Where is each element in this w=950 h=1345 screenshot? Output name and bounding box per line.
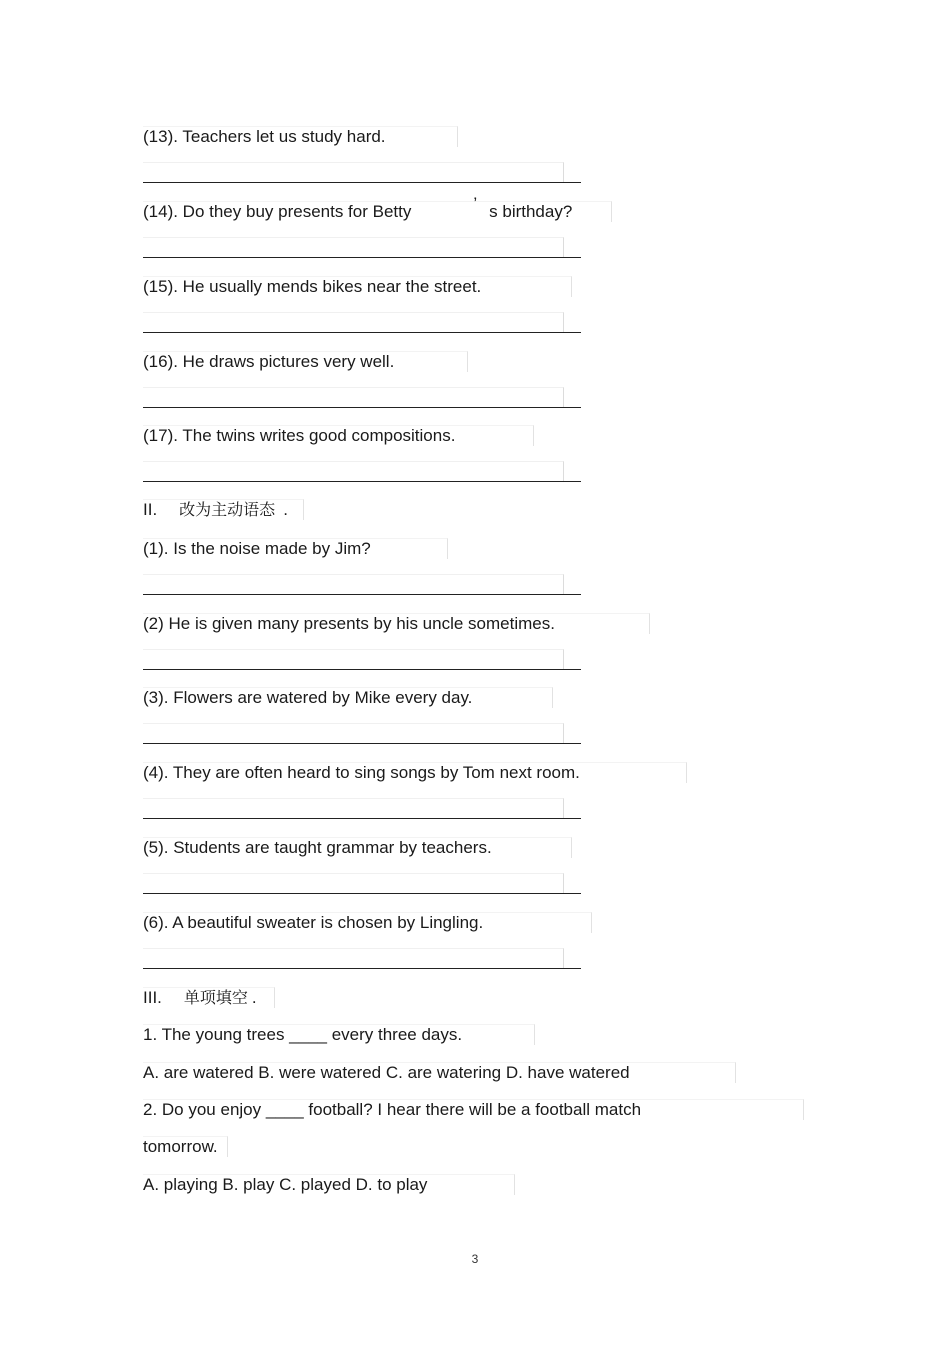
question-2-options: A. playing B. play C. played D. to play — [143, 1174, 515, 1195]
section-two-dot: . — [283, 500, 288, 519]
answer-line-15[interactable] — [143, 312, 581, 333]
section-two-item-3: (3). Flowers are watered by Mike every day. — [143, 687, 553, 708]
exercise-item-17: (17). The twins writes good compositions. — [143, 425, 534, 446]
question-1-stem: 1. The young trees ____ every three days. — [143, 1024, 535, 1045]
answer-line-ii-3[interactable] — [143, 723, 581, 744]
section-three-dot: . — [251, 988, 257, 1007]
section-two-item-2: (2) He is given many presents by his uncle sometimes. — [143, 613, 650, 634]
section-three-title: 单项填空 — [183, 988, 248, 1007]
section-three-heading — [143, 987, 275, 1008]
exercise-item-16: (16). He draws pictures very well. — [143, 351, 468, 372]
answer-line-ii-4[interactable] — [143, 798, 581, 819]
answer-line-13[interactable] — [143, 162, 581, 183]
exercise-item-13: (13). Teachers let us study hard. — [143, 126, 458, 147]
section-three-number: III. — [143, 988, 162, 1007]
section-two-item-1: (1). Is the noise made by Jim? — [143, 538, 448, 559]
apostrophe-mark: ’ — [473, 194, 478, 213]
answer-line-ii-2[interactable] — [143, 649, 581, 670]
exercise-item-15: (15). He usually mends bikes near the street. — [143, 276, 572, 297]
answer-line-16[interactable] — [143, 387, 581, 408]
exercise-item-14-start: (14). Do they buy presents for Betty — [143, 202, 412, 221]
section-two-item-4: (4). They are often heard to sing songs by Tom next room. — [143, 762, 687, 783]
section-two-number: II. — [143, 500, 158, 519]
exercise-item-14 — [143, 194, 612, 222]
answer-line-17[interactable] — [143, 461, 581, 482]
answer-line-ii-5[interactable] — [143, 873, 581, 894]
page-number: 3 — [471, 1252, 479, 1266]
section-two-item-6: (6). A beautiful sweater is chosen by Lingling. — [143, 912, 592, 933]
exercise-item-14-end: s birthday? — [489, 202, 573, 221]
question-2-stem-continued: tomorrow. — [143, 1136, 228, 1157]
section-two-heading — [143, 499, 304, 520]
answer-line-ii-1[interactable] — [143, 574, 581, 595]
question-1-options: A. are watered B. were watered C. are watering D. have watered — [143, 1062, 736, 1083]
section-two-item-5: (5). Students are taught grammar by teachers. — [143, 837, 572, 858]
answer-line-ii-6[interactable] — [143, 948, 581, 969]
question-2-stem: 2. Do you enjoy ____ football? I hear there will be a football match — [143, 1099, 804, 1120]
section-two-title: 改为主动语态 — [179, 500, 276, 519]
answer-line-14[interactable] — [143, 237, 581, 258]
